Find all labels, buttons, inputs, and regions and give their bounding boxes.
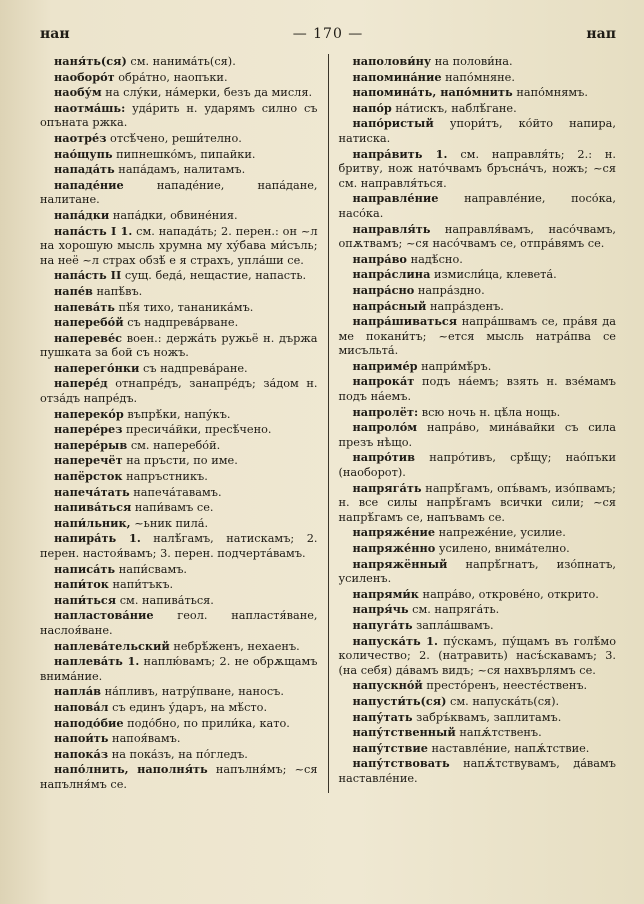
entry-definition: напра́швамъ се, пра́вя да ме покани́тъ; ~ется мысль натра́пва се мисъльта́. [338, 315, 616, 358]
dictionary-entry [40, 284, 318, 300]
entry-definition: налѣ́гамъ, натискамъ; 2. перен. настоя́вамъ; 3. перен. подчерта́вамъ. [40, 532, 318, 560]
entry-definition: нападе́ние, напа́дане, налитане. [40, 178, 318, 207]
dictionary-entry [40, 315, 318, 331]
entry-headword: наповáл [54, 699, 109, 714]
entry-definition: напоя́вамъ. [112, 732, 181, 746]
entry-headword: напусти́ть(ся) [352, 693, 447, 708]
entry-definition: см. напива́ться. [119, 593, 214, 607]
dictionary-entry [40, 485, 318, 501]
entry-headword: наотре́з [54, 130, 107, 145]
entry-definition: забръ́квамъ, заплитамъ. [416, 710, 562, 724]
entry-definition: на пока́зъ, на по́гледъ. [111, 747, 248, 761]
dictionary-entry [339, 222, 617, 252]
dictionary-entry [40, 700, 318, 716]
header-left-guideword: нан [40, 26, 70, 42]
entry-headword: напря́чь [352, 602, 409, 617]
dictionary-entry [40, 593, 318, 609]
dictionary-entry [40, 469, 318, 485]
entry-headword: напева́ть [54, 299, 115, 314]
dictionary-entry [40, 438, 318, 454]
entry-headword: напа́сть II [54, 268, 122, 283]
page-number: — 170 — [292, 26, 364, 42]
entry-definition: напри́мѣ́ръ. [421, 359, 492, 373]
dictionary-entry [40, 577, 318, 593]
entry-definition: отсѣ́чено, реши́телно. [110, 131, 242, 145]
dictionary-entry [339, 101, 617, 117]
columns [40, 54, 616, 793]
dictionary-entry [40, 70, 318, 86]
entry-definition: всю ночь н. цѣ́ла нощь. [421, 405, 561, 419]
dictionary-entry [339, 525, 617, 541]
dictionary-entry [40, 716, 318, 732]
entry-headword: напива́ться [54, 500, 132, 515]
entry-headword: напряже́нно [352, 541, 436, 555]
dictionary-entry [339, 602, 617, 618]
entry-headword: напи́ться [54, 592, 117, 607]
entry-definition: см. напада́ть; 2. перен.: он ~л на хорошую мысль хрумна му ху́бава ми́съль; на неё ~л страх обзѣ́ е я страхъ, упла́ши се. [40, 224, 318, 267]
entry-definition: подо́бно, по прили́ка, като. [127, 716, 290, 730]
dictionary-entry [339, 252, 617, 268]
dictionary-entry [40, 407, 318, 423]
entry-definition: напа́дамъ, налитамъ. [118, 163, 246, 177]
entry-headword: напеча́тать [54, 484, 130, 499]
entry-definition: напрѣ́гнатъ, изо́пнатъ, усиленъ. [338, 557, 616, 586]
dictionary-entry [339, 359, 617, 375]
entry-definition: на́пливъ, натру́пване, наносъ. [104, 685, 284, 699]
dictionary-entry [40, 131, 318, 147]
dictionary-entry [339, 420, 617, 450]
dictionary-entry [40, 224, 318, 269]
dictionary-entry [339, 694, 617, 710]
entry-definition: напа́дки, обвине́ния. [112, 208, 238, 222]
entry-headword: напи́льник, [54, 515, 131, 530]
entry-definition: напръстникъ. [126, 470, 208, 484]
entry-definition: напѫ́тствувамъ, да́вамъ наставле́ние. [338, 757, 616, 785]
entry-headword: напи́ток [54, 577, 109, 592]
header-right-guideword: нап [586, 26, 616, 42]
entry-headword: напо́р [352, 100, 392, 115]
entry-headword: напереве́с [54, 330, 123, 345]
entry-definition: направля́вамъ, насо́чвамъ, опѫтвамъ; ~ся насо́чвамъ се, отпра́вямъ се. [338, 222, 617, 251]
entry-headword: напере́рыв [54, 437, 128, 452]
entry-definition: напи́свамъ. [118, 562, 188, 576]
entry-headword: напа́дки [54, 207, 110, 222]
entry-headword: напёрсток [54, 469, 123, 484]
entry-headword: напряжённый [352, 556, 448, 571]
entry-headword: направля́ть [352, 221, 431, 236]
entry-headword: напока́з [54, 746, 109, 761]
dictionary-entry [339, 267, 617, 283]
entry-headword: напряга́ть [352, 480, 422, 495]
entry-headword: напускно́й [352, 678, 423, 693]
dictionary-entry [339, 618, 617, 634]
entry-headword: напра́слина [352, 267, 431, 282]
entry-headword: напластова́ние [54, 608, 154, 623]
entry-headword: напу́тственный [352, 725, 456, 740]
entry-definition: см. напряга́ть. [412, 603, 500, 617]
entry-definition: см. направля́ть; 2.: н. бритву, нож нато́чвамъ бръсна́чъ, ножъ; ~ся см. направля́ться. [338, 147, 616, 190]
dictionary-entry [40, 54, 318, 70]
entry-headword: напряже́ние [352, 525, 436, 540]
entry-definition: пу́скамъ, пу́щамъ въ голѣ́мо количество; 2. (натравить) насъ́скавамъ; 3. (на себя) да́вамъ видъ; ~ся нахвърлямъ се. [338, 634, 617, 677]
entry-definition: напро́тивъ, срѣ́щу; нао́пъки (наоборот). [338, 451, 616, 480]
entry-definition: на слу́ки, на́мерки, безъ да мисля. [105, 86, 313, 100]
entry-definition: обра́тно, наопъки. [118, 70, 228, 84]
dictionary-entry [40, 608, 318, 638]
entry-definition: см. нанима́ть(ся). [130, 55, 236, 68]
entry-headword: напада́ть [54, 162, 115, 177]
entry-definition: воен.: держа́ть ружьё н. държа пушката за бой съ ножъ. [40, 331, 318, 360]
entry-headword: наприме́р [352, 358, 418, 373]
dictionary-entry [40, 162, 318, 178]
entry-definition: упори́тъ, ко́йто напира, натиска. [338, 117, 616, 145]
entry-headword: нао́щупь [54, 146, 113, 161]
dictionary-entry [40, 531, 318, 561]
dictionary-entry [339, 725, 617, 741]
entry-definition: напо́мнямъ. [516, 86, 588, 100]
entry-headword: наобу́м [54, 85, 102, 100]
dictionary-entry [339, 741, 617, 757]
entry-headword: наоборо́т [54, 69, 115, 84]
entry-headword: наперекóр [54, 406, 124, 421]
dictionary-entry [40, 300, 318, 316]
dictionary-entry [40, 85, 318, 101]
entry-headword: напере́д [54, 376, 108, 391]
dictionary-entry [339, 756, 617, 786]
entry-headword: напу́тать [352, 709, 413, 724]
dictionary-entry [40, 731, 318, 747]
entry-headword: направле́ние [352, 191, 439, 206]
entry-definition: съ надпрева́ране. [143, 361, 248, 375]
entry-headword: напролёт: [352, 404, 419, 419]
entry-definition: напѫ́тственъ. [459, 726, 542, 740]
dictionary-entry [40, 684, 318, 700]
entry-definition: напо́мняне. [445, 70, 515, 84]
entry-definition: на пръсти, по име. [126, 454, 238, 468]
entry-definition: напеча́тавамъ. [133, 485, 222, 499]
dictionary-entry [339, 481, 617, 526]
entry-definition: напра́зденъ. [430, 299, 504, 313]
entry-definition: отнапре́дъ, занапре́дъ; за́дом н. отза́дъ напре́дъ. [40, 377, 318, 406]
entry-definition: напрѣ́гамъ, опъ́вамъ, изо́пвамъ; н. все силы напрѣ́гамъ всички сили; ~ся напрѣ́гамъ се, напъвамъ се. [338, 481, 616, 524]
dictionary-entry [339, 54, 617, 70]
entry-headword: напу́тствовать [352, 756, 450, 771]
dictionary-entry [40, 376, 318, 406]
dictionary-entry [40, 422, 318, 438]
entry-definition: см. наперебо́й. [130, 438, 221, 452]
entry-definition: см. напуска́ть(ся). [450, 694, 560, 708]
entry-definition: запла́швамъ. [416, 618, 494, 632]
entry-definition: напра́здно. [417, 283, 485, 297]
dictionary-entry [339, 314, 617, 359]
entry-definition: пѣ́я тихо, тананика́мъ. [118, 300, 254, 314]
dictionary-entry [40, 178, 318, 208]
left-column [40, 54, 328, 793]
entry-definition: напра́во, открове́но, открито. [422, 587, 599, 601]
dictionary-entry [40, 747, 318, 763]
entry-headword: наперебо́й [54, 315, 124, 330]
entry-definition: уда́рить н. ударямъ силно съ опъната ржка. [40, 101, 318, 130]
dictionary-entry [339, 85, 617, 101]
entry-headword: напро́тив [352, 450, 416, 465]
dictionary-entry [339, 147, 617, 192]
entry-headword: напа́сть I 1. [54, 223, 133, 238]
dictionary-entry [339, 191, 617, 221]
dictionary-entry [339, 299, 617, 315]
entry-headword: напуга́ть [352, 617, 413, 632]
entry-headword: напла́в [54, 684, 101, 699]
entry-definition: напѣ́въ. [96, 284, 143, 298]
entry-definition: подъ на́емъ; взять н. взе́мамъ подъ на́емъ. [338, 375, 616, 404]
dictionary-entry [339, 541, 617, 557]
entry-headword: наплева́тельский [54, 638, 170, 653]
entry-headword: наплева́ть 1. [54, 654, 140, 669]
entry-headword: наперего́нки [54, 360, 140, 375]
entry-headword: напомина́ние [352, 69, 442, 84]
dictionary-entry [339, 70, 617, 86]
dictionary-entry [40, 147, 318, 163]
entry-definition: геол. напластя́ване, наслоя́ване. [40, 609, 318, 637]
entry-headword: напра́вить 1. [352, 146, 448, 161]
entry-headword: напра́во [352, 251, 407, 266]
entry-headword: напроло́м [352, 420, 418, 435]
entry-headword: напра́сный [352, 298, 427, 313]
dictionary-entry [40, 516, 318, 532]
dictionary-entry [339, 450, 617, 480]
entry-headword: написа́ть [54, 561, 116, 576]
entry-headword: напо́ристый [352, 116, 434, 131]
entry-headword: наотма́шь: [54, 100, 126, 115]
entry-headword: напе́в [54, 283, 93, 298]
dictionary-entry [339, 587, 617, 603]
entry-headword: напомина́ть, напо́мнить [352, 85, 513, 100]
entry-definition: напра́во, мина́вайки съ сила презъ нѣщо. [338, 421, 616, 449]
entry-definition: усилено, внима́телно. [438, 542, 570, 555]
dictionary-entry [339, 557, 617, 587]
entry-headword: напра́шиваться [352, 314, 458, 329]
entry-definition: ~ьник пила́. [134, 516, 209, 530]
entry-headword: напрями́к [352, 586, 419, 601]
entry-headword: наполови́ну [352, 54, 432, 68]
entry-headword: наподо́бие [54, 715, 124, 730]
entry-headword: напере́рез [54, 422, 123, 437]
entry-definition: сущ. беда́, нещастие, напасть. [124, 269, 307, 283]
dictionary-entry [40, 639, 318, 655]
dictionary-entry [40, 101, 318, 131]
entry-definition: напи́вамъ се. [134, 501, 214, 515]
entry-definition: на полови́на. [434, 55, 513, 68]
entry-headword: напо́лнить, наполня́ть [54, 762, 208, 777]
entry-definition: пресича́йки, пресѣ́чено. [126, 423, 272, 437]
entry-headword: напрока́т [352, 374, 415, 389]
entry-headword: наня́ть(ся) [54, 54, 127, 68]
entry-headword: нападе́ние [54, 177, 124, 192]
dictionary-entry [40, 331, 318, 361]
dictionary-entry [40, 453, 318, 469]
entry-definition: престо́ренъ, неесте́ственъ. [426, 679, 588, 693]
entry-definition: измисли́ца, клевета́. [433, 268, 557, 282]
dictionary-entry [40, 500, 318, 516]
entry-headword: напира́ть 1. [54, 531, 141, 546]
dictionary-entry [339, 710, 617, 726]
dictionary-entry [40, 361, 318, 377]
entry-headword: напои́ть [54, 731, 109, 746]
entry-definition: напреже́ние, усилие. [438, 526, 566, 540]
dictionary-entry [40, 208, 318, 224]
entry-definition: наставле́ние, напѫ́тствие. [431, 741, 590, 755]
dictionary-entry [339, 634, 617, 679]
entry-definition: пипнешко́мъ, пипайки. [116, 147, 256, 161]
page-header [40, 26, 616, 48]
entry-definition: съ единъ у́даръ, на мѣ́сто. [112, 700, 268, 714]
entry-definition: направле́ние, посо́ка, насо́ка. [338, 192, 616, 220]
dictionary-entry [40, 562, 318, 578]
entry-definition: небрѣ́женъ, нехаенъ. [173, 639, 300, 653]
entry-definition: наплю́вамъ; 2. не обрѫщамъ внима́ние. [40, 655, 318, 683]
entry-headword: напра́сно [352, 282, 415, 297]
entry-definition: напълня́мъ; ~ся напълня́мъ се. [40, 763, 318, 791]
dictionary-entry [339, 116, 617, 146]
entry-headword: напуска́ть 1. [352, 633, 438, 648]
dictionary-entry [339, 283, 617, 299]
entry-headword: напу́тствие [352, 740, 428, 755]
dictionary-entry [339, 678, 617, 694]
dictionary-entry [339, 405, 617, 421]
dictionary-entry [40, 654, 318, 684]
entry-headword: наперечёт [54, 453, 123, 468]
right-column [328, 54, 617, 793]
dictionary-entry [40, 762, 318, 792]
entry-definition: напи́тъкъ. [112, 578, 174, 592]
entry-definition: въпрѣ́ки, напу́къ. [127, 407, 231, 421]
entry-definition: съ надпрева́рване. [127, 316, 239, 330]
entry-definition: надѣ́сно. [410, 252, 463, 266]
entry-definition: на́тискъ, наблѣ́гане. [395, 101, 517, 115]
dictionary-entry [40, 268, 318, 284]
dictionary-entry [339, 374, 617, 404]
